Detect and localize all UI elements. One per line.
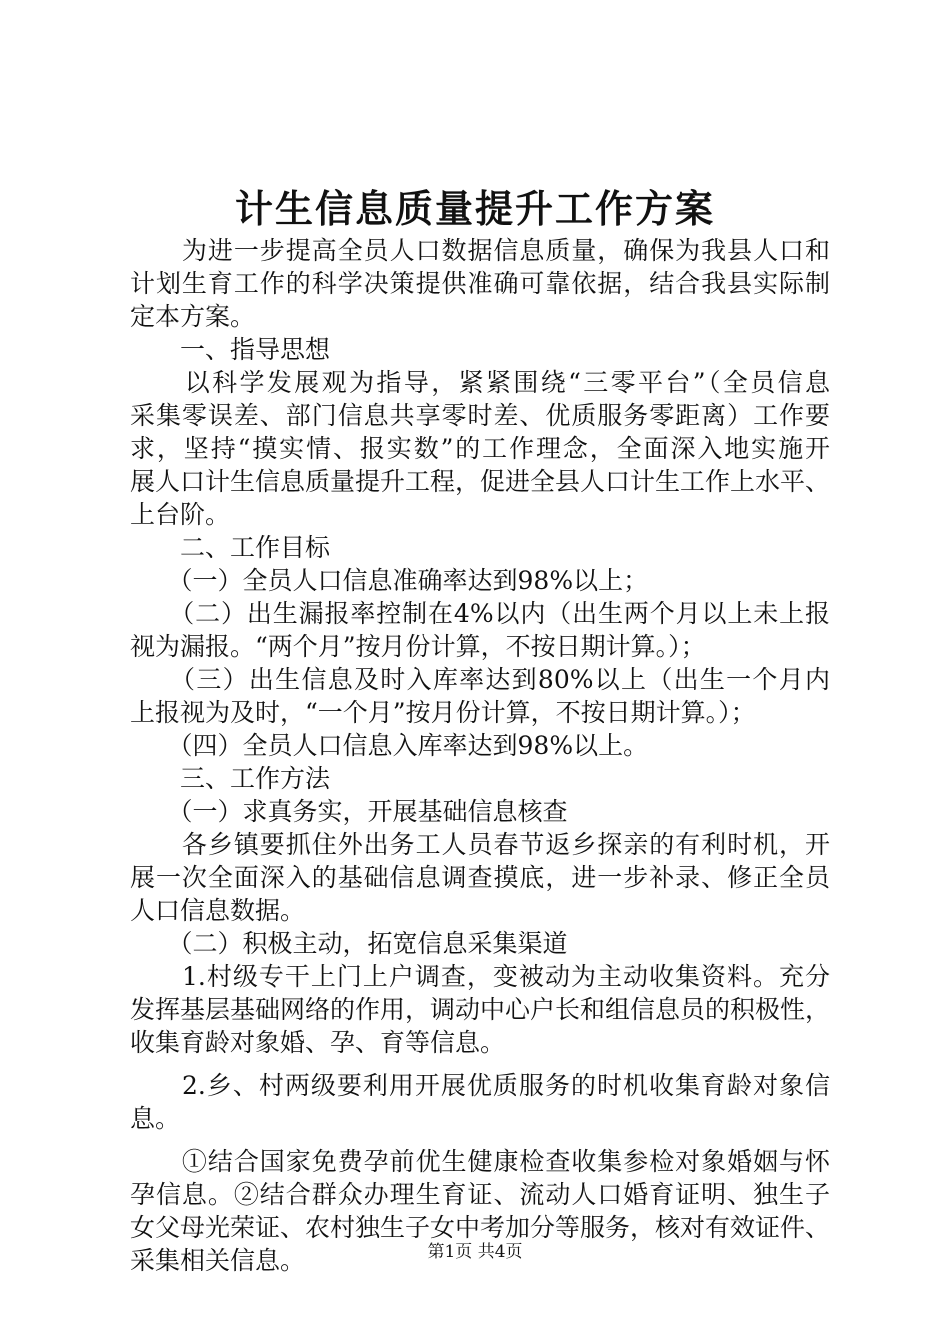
- body-line: 求，坚持“摸实情、报实数”的工作理念，全面深入地实施开: [130, 434, 830, 463]
- body-line: 各乡镇要抓住外出务工人员春节返乡探亲的有利时机，开: [130, 830, 830, 859]
- body-line: 上台阶。: [130, 500, 231, 529]
- body-line: 人口信息数据。: [130, 896, 306, 925]
- body-line: 收集育龄对象婚、孕、育等信息。: [130, 1028, 506, 1057]
- body-line: （一）全员人口信息准确率达到98%以上；: [130, 566, 649, 595]
- body-line: 以科学发展观为指导，紧紧围绕“三零平台”（全员信息: [130, 368, 830, 397]
- body-line: 孕信息。②结合群众办理生育证、流动人口婚育证明、独生子: [130, 1180, 830, 1209]
- paragraph-gap: [130, 1059, 830, 1069]
- section-heading: 三、工作方法: [130, 764, 331, 793]
- body-line: 采集零误差、部门信息共享零时差、优质服务零距离）工作要: [130, 401, 830, 430]
- subsection-heading: （一）求真务实，开展基础信息核查: [130, 797, 568, 826]
- body-line: 1.村级专干上门上户调查，变被动为主动收集资料。充分: [130, 962, 830, 991]
- body-line: 2.乡、村两级要利用开展优质服务的时机收集育龄对象信: [130, 1071, 830, 1100]
- document-title: 计生信息质量提升工作方案: [234, 186, 715, 231]
- document-body: [130, 234, 830, 1277]
- body-line: 定本方案。: [130, 302, 256, 331]
- body-line: 采集相关信息。: [130, 1246, 306, 1275]
- body-line: ①结合国家免费孕前优生健康检查收集参检对象婚姻与怀: [130, 1147, 830, 1176]
- section-heading: 二、工作目标: [130, 533, 331, 562]
- body-line: 展人口计生信息质量提升工程，促进全县人口计生工作上水平、: [130, 467, 830, 496]
- body-line: 计划生育工作的科学决策提供准确可靠依据，结合我县实际制: [130, 269, 830, 298]
- body-line: 视为漏报。“两个月”按月份计算，不按日期计算。）；: [130, 632, 706, 661]
- body-line: 女父母光荣证、农村独生子女中考加分等服务，核对有效证件、: [130, 1213, 830, 1242]
- body-line: 为进一步提高全员人口数据信息质量，确保为我县人口和: [130, 236, 830, 265]
- body-line: （二）出生漏报率控制在4%以内（出生两个月以上未上报: [130, 599, 830, 628]
- body-line: 息。: [130, 1104, 181, 1133]
- body-line: 上报视为及时，“一个月”按月份计算，不按日期计算。）；: [130, 698, 756, 727]
- page-number-footer: 第1页 共4页: [427, 1242, 523, 1262]
- section-heading: 一、指导思想: [130, 335, 331, 364]
- body-line: 发挥基层基础网络的作用，调动中心户长和组信息员的积极性，: [130, 995, 830, 1024]
- body-line: 展一次全面深入的基础信息调查摸底，进一步补录、修正全员: [130, 863, 830, 892]
- body-line: （三）出生信息及时入库率达到80%以上（出生一个月内: [130, 665, 830, 694]
- paragraph-gap: [130, 1135, 830, 1145]
- body-line: （四）全员人口信息入库率达到98%以上。: [130, 731, 649, 760]
- subsection-heading: （二）积极主动，拓宽信息采集渠道: [130, 929, 568, 958]
